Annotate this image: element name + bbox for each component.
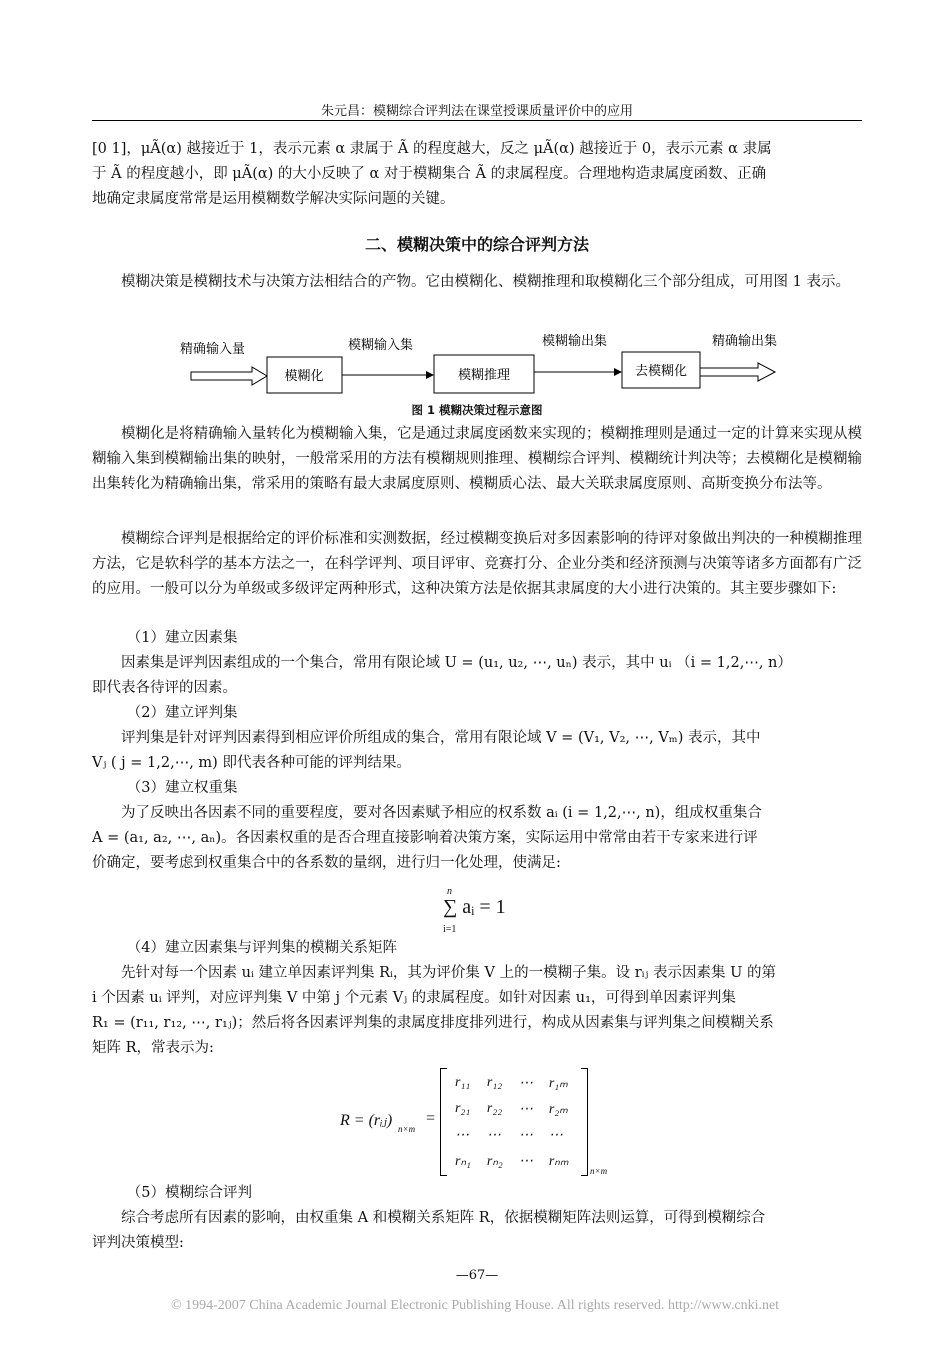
step-1-text-b: 即代表各待评的因素。 [92, 680, 237, 696]
step-3-heading: （3）建立权重集 [126, 780, 238, 796]
step-1-heading: （1）建立因素集 [126, 630, 238, 646]
page-number: —67— [455, 1268, 499, 1283]
sum-upper-limit: n [447, 886, 452, 897]
box-inference-label: 模糊推理 [457, 368, 511, 383]
arrowhead-1 [426, 371, 434, 379]
step-3-text-c: 价确定，要考虑到权重集合中的各系数的量纲，进行归一化处理，使满足: [92, 855, 561, 871]
sum-expression: ∑ aᵢ = 1 [443, 896, 506, 918]
matrix-equals: = [426, 1110, 436, 1127]
step-4 [92, 936, 862, 1061]
matrix-lhs: R = (rᵢⱼ) [340, 1112, 393, 1129]
matrix-cell: ⋯ [548, 1127, 563, 1143]
step-3-text-a: 为了反映出各因素不同的重要程度，要对各因素赋予相应的权系数 aᵢ (i = 1,2,⋯, n)，组成权重集合 [121, 805, 762, 821]
step-4-text-d: 矩阵 R，常表示为: [92, 1040, 214, 1056]
step-5 [92, 1181, 862, 1256]
box-fuzzify-label: 模糊化 [284, 369, 324, 384]
step-4-text-c: R₁ = (r₁₁, r₁₂, ⋯, r₁ⱼ)；然后将各因素评判集的隶属度排度排列进行，构成从因素集与评判集之间模糊关系 [92, 1015, 774, 1031]
matrix-table [447, 1070, 577, 1174]
matrix-cell: r₂₂ [486, 1101, 503, 1116]
sum-lower-limit: i=1 [443, 924, 457, 935]
matrix-rhs-subscript: n×m [590, 1166, 608, 1176]
running-header: 朱元昌：模糊综合评判法在课堂授课质量评价中的应用 [320, 104, 633, 119]
step-2-text-b: Vⱼ ( j = 1,2,⋯, m) 即代表各种可能的评判结果。 [92, 755, 411, 771]
matrix-cell: rₙ₁ [455, 1153, 471, 1169]
matrix-cell: rₙ₂ [486, 1153, 503, 1169]
figure-caption: 图 1 模糊决策过程示意图 [411, 403, 543, 417]
intro-line-2: 于 Ã 的程度越小，即 μÃ(α) 的大小反映了 α 对于模糊集合 Ã 的隶属程度。合理地构造隶属度函数、正确 [92, 166, 767, 182]
section-title: 二、模糊决策中的综合评判方法 [364, 235, 589, 254]
step-5-heading: （5）模糊综合评判 [126, 1185, 253, 1201]
step-4-text-b: i 个因素 uᵢ 评判，对应评判集 V 中第 j 个元素 Vⱼ 的隶属程度。如针对因素 u₁，可得到单因素评判集 [92, 990, 736, 1006]
copyright-watermark: © 1994-2007 China Academic Journal Electronic Publishing House. All rights reserved. http://www.cnki.net [170, 1298, 780, 1313]
matrix-cell: ⋯ [518, 1153, 533, 1169]
matrix-row [447, 1070, 577, 1096]
step-5-text-b: 评判决策模型: [92, 1235, 184, 1251]
matrix-cell: r₂₁ [455, 1101, 471, 1116]
input-arrow [191, 367, 267, 385]
step-2-heading: （2）建立评判集 [126, 705, 238, 721]
matrix-row [447, 1148, 577, 1174]
matrix-cell: ⋯ [518, 1127, 533, 1143]
output-arrow [700, 363, 775, 381]
matrix-cell: rₙₘ [548, 1153, 569, 1169]
matrix-cell: ⋯ [455, 1127, 469, 1143]
matrix-brackets [440, 1068, 588, 1176]
step-5-text-a: 综合考虑所有因素的影响，由权重集 A 和模糊关系矩阵 R，依据模糊矩阵法则运算，可得到模糊综合 [121, 1210, 766, 1226]
step-1-text-a: 因素集是评判因素组成的一个集合，常用有限论域 U = (u₁, u₂, ⋯, uₙ) 表示，其中 uᵢ （i = 1,2,⋯, n） [121, 655, 792, 671]
matrix-row [447, 1122, 577, 1148]
matrix-row [447, 1096, 577, 1122]
fuzzy-decision-figure [0, 0, 950, 420]
steps-1-3 [92, 626, 862, 876]
arrowhead-2 [614, 368, 622, 376]
label-precise-output-set: 精确输出集 [712, 334, 778, 349]
step-2-text-a: 评判集是针对评判因素得到相应评价所组成的集合，常用有限论域 V = (V₁, V₂, ⋯, Vₘ) 表示，其中 [121, 730, 761, 746]
paragraph-1: 模糊决策是模糊技术与决策方法相结合的产物。它由模糊化、模糊推理和取模糊化三个部分组成，可用图 1 表示。 [121, 274, 850, 290]
label-fuzzy-output-set: 模糊输出集 [542, 334, 608, 349]
matrix-lhs-subscript: n×m [398, 1124, 416, 1134]
normalization-equation [443, 886, 583, 938]
paragraph-3: 模糊综合评判是根据给定的评价标准和实测数据，经过模糊变换后对多因素影响的待评对象做出判决的一种模糊推理方法，它是软科学的基本方法之一，在科学评判、项目评审、竞赛打分、企业分类和经济预测与决策等诸多方面都有广泛的应用。一般可以分为单级或多级评定两种形式，这种决策方法是依据其隶属度的大小进行决策的。其主要步骤如下: [92, 531, 862, 597]
matrix-cell: r₁₁ [455, 1075, 471, 1090]
matrix-cell: ⋯ [486, 1127, 501, 1143]
label-precise-input: 精确输入量 [180, 342, 246, 357]
label-fuzzy-input-set: 模糊输入集 [348, 338, 414, 353]
matrix-cell: r₁ₘ [548, 1075, 568, 1091]
matrix-cell: r₂ₘ [548, 1101, 568, 1117]
step-3-text-b: A = (a₁, a₂, ⋯, aₙ)。各因素权重的是否合理直接影响着决策方案，实际运用中常常由若干专家来进行评 [92, 830, 758, 846]
matrix-cell: ⋯ [518, 1075, 533, 1091]
box-defuzzify-label: 去模糊化 [634, 364, 688, 379]
step-4-heading: （4）建立因素集与评判集的模糊关系矩阵 [126, 940, 398, 956]
matrix-cell: ⋯ [518, 1101, 533, 1117]
matrix-cell: r₁₂ [486, 1075, 503, 1090]
paragraph-2: 模糊化是将精确输入量转化为模糊输入集，它是通过隶属度函数来实现的；模糊推理则是通过一定的计算来实现从模糊输入集到模糊输出集的映射，一般常采用的方法有模糊规则推理、模糊综合评判、模糊统计判决等；去模糊化是模糊输出集转化为精确输出集，常采用的策略有最大隶属度原则、模糊质心法、最大关联隶属度原则、高斯变换分布法等。 [92, 426, 862, 492]
intro-line-3: 地确定隶属度常常是运用模糊数学解决实际问题的关键。 [92, 191, 455, 207]
intro-line-1: [0 1]，μÃ(α) 越接近于 1，表示元素 α 隶属于 Ã 的程度越大，反之 μÃ(α) 越接近于 0，表示元素 α 隶属 [92, 141, 772, 157]
relation-matrix-equation [340, 1068, 640, 1178]
step-4-text-a: 先针对每一个因素 uᵢ 建立单因素评判集 Rᵢ，其为评价集 V 上的一模糊子集。设 rᵢⱼ 表示因素集 U 的第 [121, 965, 776, 981]
